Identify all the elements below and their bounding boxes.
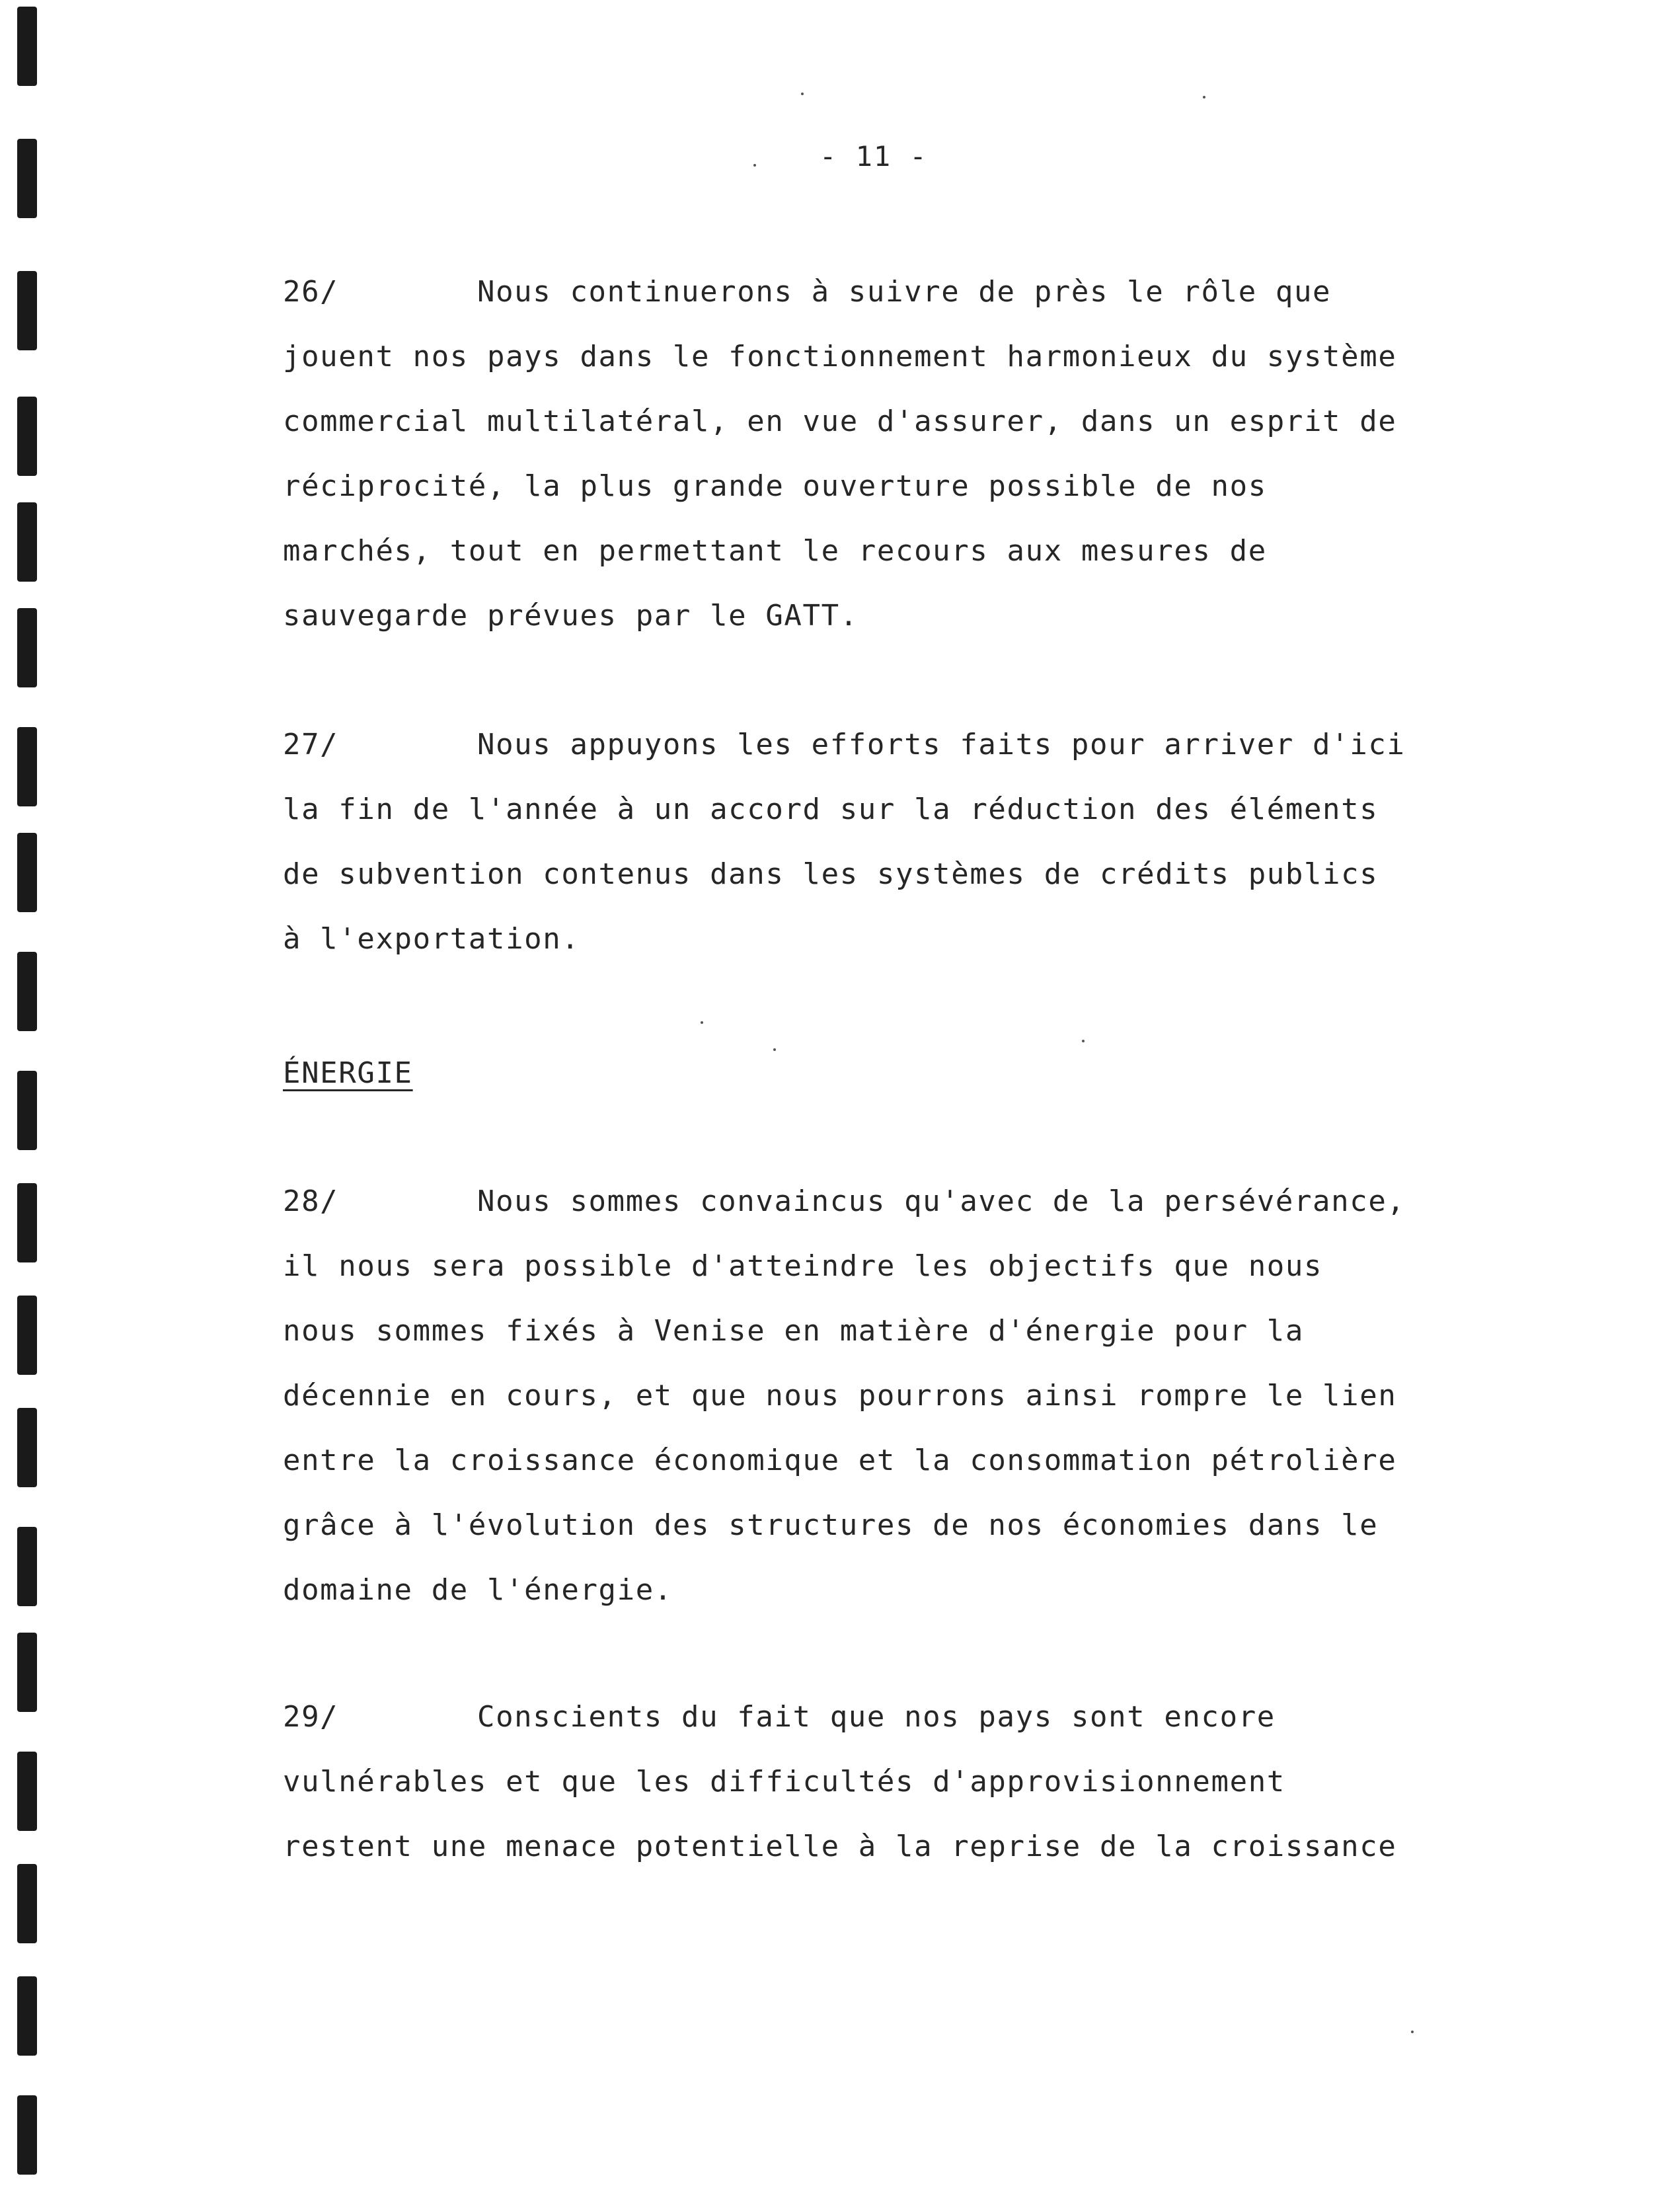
paragraph-number: 29/ (283, 1700, 339, 1734)
binding-hole (17, 139, 37, 218)
scan-speck (1203, 96, 1205, 98)
paragraph-29-line-1 (283, 1700, 1276, 1734)
paragraph-26-line-6: sauvegarde prévues par le GATT. (283, 599, 859, 633)
scan-speck (773, 1048, 776, 1051)
binding-hole (17, 397, 37, 476)
binding-hole (17, 502, 37, 582)
section-heading: ÉNERGIE (283, 1056, 413, 1090)
binding-hole (17, 7, 37, 86)
scan-speck (701, 1021, 703, 1024)
paragraph-27-line-3: de subvention contenus dans les systèmes de crédits publics (283, 857, 1379, 891)
paragraph-text: Nous appuyons les efforts faits pour arriver d'ici (477, 728, 1406, 761)
binding-hole (17, 2095, 37, 2175)
binding-hole (17, 608, 37, 687)
scan-speck (1082, 1040, 1085, 1042)
paragraph-26-line-2: jouent nos pays dans le fonctionnement harmonieux du système (283, 340, 1397, 373)
paragraph-26-line-5: marchés, tout en permettant le recours aux mesures de (283, 534, 1267, 568)
paragraph-number: 28/ (283, 1184, 339, 1218)
paragraph-28-line-6: grâce à l'évolution des structures de nos économies dans le (283, 1508, 1379, 1542)
paragraph-text: Nous sommes convaincus qu'avec de la persévérance, (477, 1184, 1406, 1218)
paragraph-27-line-1 (283, 730, 1406, 759)
paragraph-text: Conscients du fait que nos pays sont encore (477, 1700, 1276, 1734)
paragraph-28-line-1 (283, 1184, 1406, 1218)
binding-hole (17, 1408, 37, 1487)
binding-hole (17, 952, 37, 1031)
paragraph-27-line-2: la fin de l'année à un accord sur la réduction des éléments (283, 793, 1379, 826)
paragraph-26-line-3: commercial multilatéral, en vue d'assurer, dans un esprit de (283, 405, 1397, 438)
paragraph-27-line-4: à l'exportation. (283, 922, 580, 956)
paragraph-28-line-5: entre la croissance économique et la consommation pétrolière (283, 1444, 1397, 1477)
binding-hole (17, 1296, 37, 1375)
binding-hole (17, 833, 37, 912)
scan-speck (801, 93, 804, 95)
paragraph-28-line-3: nous sommes fixés à Venise en matière d'énergie pour la (283, 1314, 1304, 1348)
binding-hole (17, 271, 37, 350)
paragraph-28-line-7: domaine de l'énergie. (283, 1573, 673, 1607)
scan-speck (753, 164, 756, 167)
paragraph-28-line-2: il nous sera possible d'atteindre les objectifs que nous (283, 1249, 1323, 1283)
paragraph-number: 26/ (283, 275, 339, 309)
binding-hole (17, 1633, 37, 1712)
binding-hole (17, 727, 37, 806)
binding-hole (17, 1183, 37, 1262)
binding-holes (17, 0, 40, 2209)
paragraph-26-line-1 (283, 275, 1332, 309)
page-number: - 11 - (820, 140, 928, 173)
paragraph-text: Nous continuerons à suivre de près le rôle que (477, 275, 1332, 309)
paragraph-26-line-4: réciprocité, la plus grande ouverture possible de nos (283, 469, 1267, 503)
paragraph-number: 27/ (283, 728, 339, 761)
scan-speck (1411, 2031, 1414, 2033)
binding-hole (17, 1976, 37, 2056)
binding-hole (17, 1864, 37, 1943)
binding-hole (17, 1527, 37, 1606)
binding-hole (17, 1752, 37, 1831)
binding-hole (17, 1071, 37, 1150)
paragraph-28-line-4: décennie en cours, et que nous pourrons ainsi rompre le lien (283, 1379, 1397, 1413)
paragraph-29-line-3: restent une menace potentielle à la reprise de la croissance (283, 1830, 1397, 1863)
paragraph-29-line-2: vulnérables et que les difficultés d'approvisionnement (283, 1765, 1285, 1799)
